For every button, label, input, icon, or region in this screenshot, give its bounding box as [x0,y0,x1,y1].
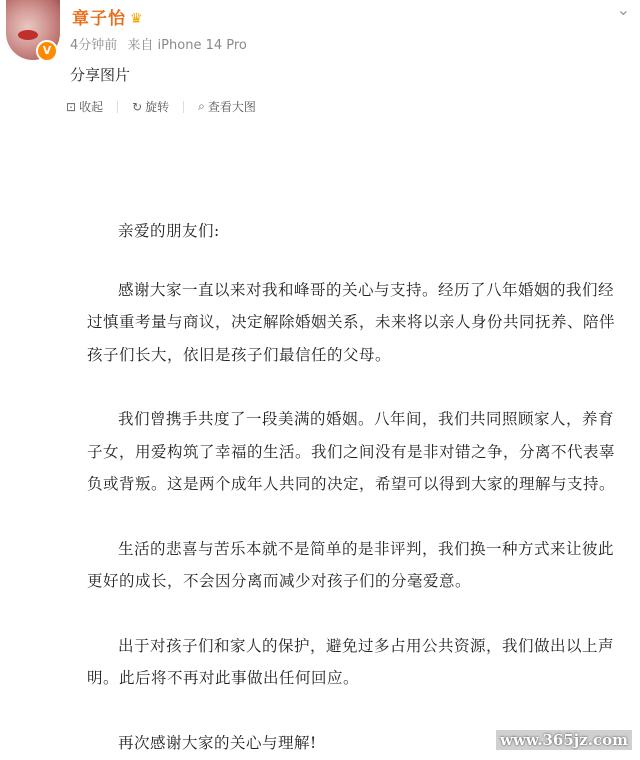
letter-paragraph: 出于对孩子们和家人的保护，避免过多占用公共资源，我们做出以上声明。此后将不再对此事做出任何回应。 [87,636,615,687]
chevron-down-icon[interactable]: ⌄ [616,0,630,19]
rotate-label: 旋转 [145,100,170,114]
letter-closing: 再次感谢大家的关心与理解! [118,733,317,752]
post-time: 4分钟前 [70,38,118,53]
post-source: 来自 iPhone 14 Pro [127,38,247,53]
view-large-label: 查看大图 [207,100,256,114]
verified-badge-icon: V [36,40,58,62]
username[interactable]: 章子怡 ♛ [72,9,144,29]
post-meta [70,34,253,53]
letter-paragraph: 感谢大家一直以来对我和峰哥的关心与支持。经历了八年婚姻的我们经过慎重考量与商议，决定解除婚姻关系，未来将以亲人身份共同抚养、陪伴孩子们长大，依旧是孩子们最信任的父母。 [87,280,616,364]
letter-paragraph: 我们曾携手共度了一段美满的婚姻。八年间，我们共同照顾家人，养育子女，用爱构筑了幸福的生活。我们之间没有是非对错之争，分离不代表辜负或背叛。这是两个成年人共同的决定，希望可以得到大家的理解与支持。 [87,410,616,493]
crown-icon: ♛ [130,11,144,27]
letter-greeting: 亲爱的朋友们: [118,222,220,240]
rotate-button[interactable] [132,98,169,115]
collapse-button[interactable] [66,98,103,115]
collapse-label: 收起 [79,100,104,114]
view-large-button[interactable] [198,98,256,115]
collapse-icon: ⊡ [66,99,77,114]
letter-paragraph: 生活的悲喜与苦乐本就不是简单的是非评判，我们换一种方式来让彼此更好的成长，不会因分离而减少对孩子们的分毫爱意。 [87,539,615,590]
divider [183,101,184,113]
watermark: www.365jz.com [496,730,632,750]
letter-image[interactable] [87,215,618,759]
zoom-icon: ⌕ [198,99,205,113]
rotate-icon: ↻ [132,99,143,114]
avatar-image-detail [18,30,38,40]
post-text: 分享图片 [70,66,131,84]
divider [117,101,118,113]
image-action-bar [66,98,256,115]
